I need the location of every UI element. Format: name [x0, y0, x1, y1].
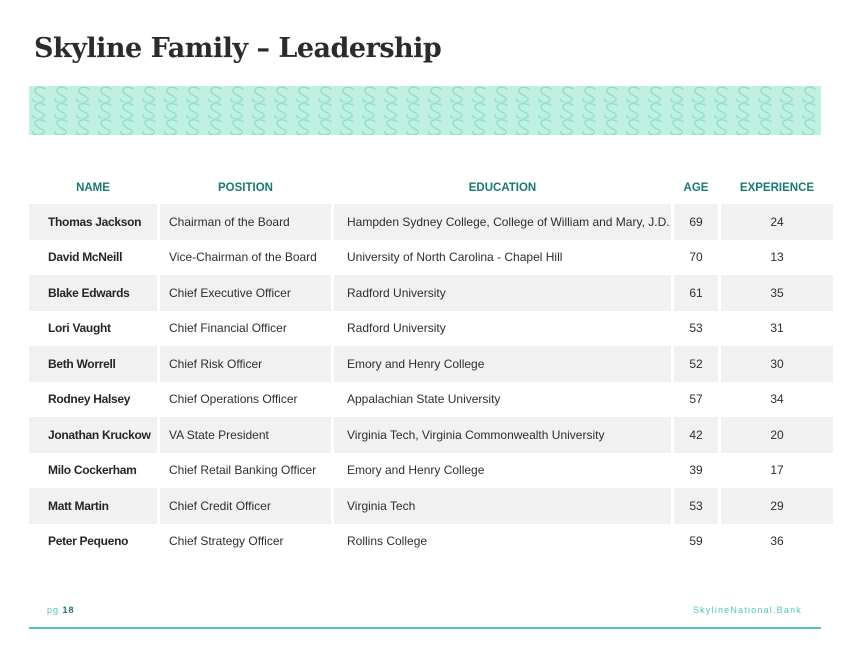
cell-position: Chairman of the Board	[160, 204, 331, 240]
cell-education: Radford University	[334, 275, 671, 311]
column-header-education: EDUCATION	[468, 182, 537, 194]
cell-experience: 35	[721, 275, 833, 311]
cell-name: Lori Vaught	[29, 311, 157, 347]
cell-experience: 29	[721, 488, 833, 524]
cell-experience: 31	[721, 311, 833, 347]
column-header-age: AGE	[683, 182, 709, 194]
cell-age: 69	[674, 204, 718, 240]
footer-divider	[29, 627, 821, 629]
cell-age: 59	[674, 524, 718, 560]
cell-education: Appalachian State University	[334, 382, 671, 418]
cell-age: 39	[674, 453, 718, 489]
cell-education: Rollins College	[334, 524, 671, 560]
table-row	[29, 240, 833, 276]
cell-education: Virginia Tech	[334, 488, 671, 524]
cell-experience: 20	[721, 417, 833, 453]
cell-education: Hampden Sydney College, College of William and Mary, J.D.	[334, 204, 671, 240]
cell-experience: 24	[721, 204, 833, 240]
table-row	[29, 346, 833, 382]
cell-name: Jonathan Kruckow	[29, 417, 157, 453]
column-header-name: NAME	[76, 182, 110, 194]
column-header-position: POSITION	[218, 182, 273, 194]
cell-name: Thomas Jackson	[29, 204, 157, 240]
cell-age: 53	[674, 488, 718, 524]
cell-name: Beth Worrell	[29, 346, 157, 382]
cell-position: Chief Risk Officer	[160, 346, 331, 382]
cell-name: Blake Edwards	[29, 275, 157, 311]
cell-age: 53	[674, 311, 718, 347]
page-title: Skyline Family – Leadership	[34, 33, 442, 64]
cell-name: Matt Martin	[29, 488, 157, 524]
cell-position: Chief Financial Officer	[160, 311, 331, 347]
table-header-row	[29, 172, 833, 204]
page-number-value: 18	[62, 605, 75, 615]
cell-name: Rodney Halsey	[29, 382, 157, 418]
cell-age: 61	[674, 275, 718, 311]
cell-age: 57	[674, 382, 718, 418]
table-row	[29, 382, 833, 418]
cell-position: Chief Executive Officer	[160, 275, 331, 311]
table-row	[29, 275, 833, 311]
page-number-label: pg	[47, 605, 60, 615]
cell-experience: 17	[721, 453, 833, 489]
table-row	[29, 311, 833, 347]
cell-education: Emory and Henry College	[334, 453, 671, 489]
cell-position: Chief Operations Officer	[160, 382, 331, 418]
cell-age: 70	[674, 240, 718, 276]
table-row	[29, 488, 833, 524]
table-row	[29, 204, 833, 240]
cell-name: Milo Cockerham	[29, 453, 157, 489]
cell-position: VA State President	[160, 417, 331, 453]
cell-position: Vice-Chairman of the Board	[160, 240, 331, 276]
cell-position: Chief Retail Banking Officer	[160, 453, 331, 489]
cell-experience: 34	[721, 382, 833, 418]
cell-name: David McNeill	[29, 240, 157, 276]
leadership-table	[26, 172, 836, 559]
cell-experience: 30	[721, 346, 833, 382]
cell-position: Chief Credit Officer	[160, 488, 331, 524]
column-header-experience: EXPERIENCE	[739, 182, 815, 194]
cell-experience: 36	[721, 524, 833, 560]
decorative-pattern-banner	[29, 86, 821, 135]
site-url: SkylineNational.Bank	[692, 605, 802, 615]
cell-experience: 13	[721, 240, 833, 276]
cell-education: Radford University	[334, 311, 671, 347]
table-row	[29, 453, 833, 489]
table-row	[29, 524, 833, 560]
table-row	[29, 417, 833, 453]
cell-age: 42	[674, 417, 718, 453]
page-number	[47, 605, 75, 615]
cell-position: Chief Strategy Officer	[160, 524, 331, 560]
cell-education: University of North Carolina - Chapel Hill	[334, 240, 671, 276]
cell-name: Peter Pequeno	[29, 524, 157, 560]
cell-age: 52	[674, 346, 718, 382]
cell-education: Virginia Tech, Virginia Commonwealth University	[334, 417, 671, 453]
cell-education: Emory and Henry College	[334, 346, 671, 382]
